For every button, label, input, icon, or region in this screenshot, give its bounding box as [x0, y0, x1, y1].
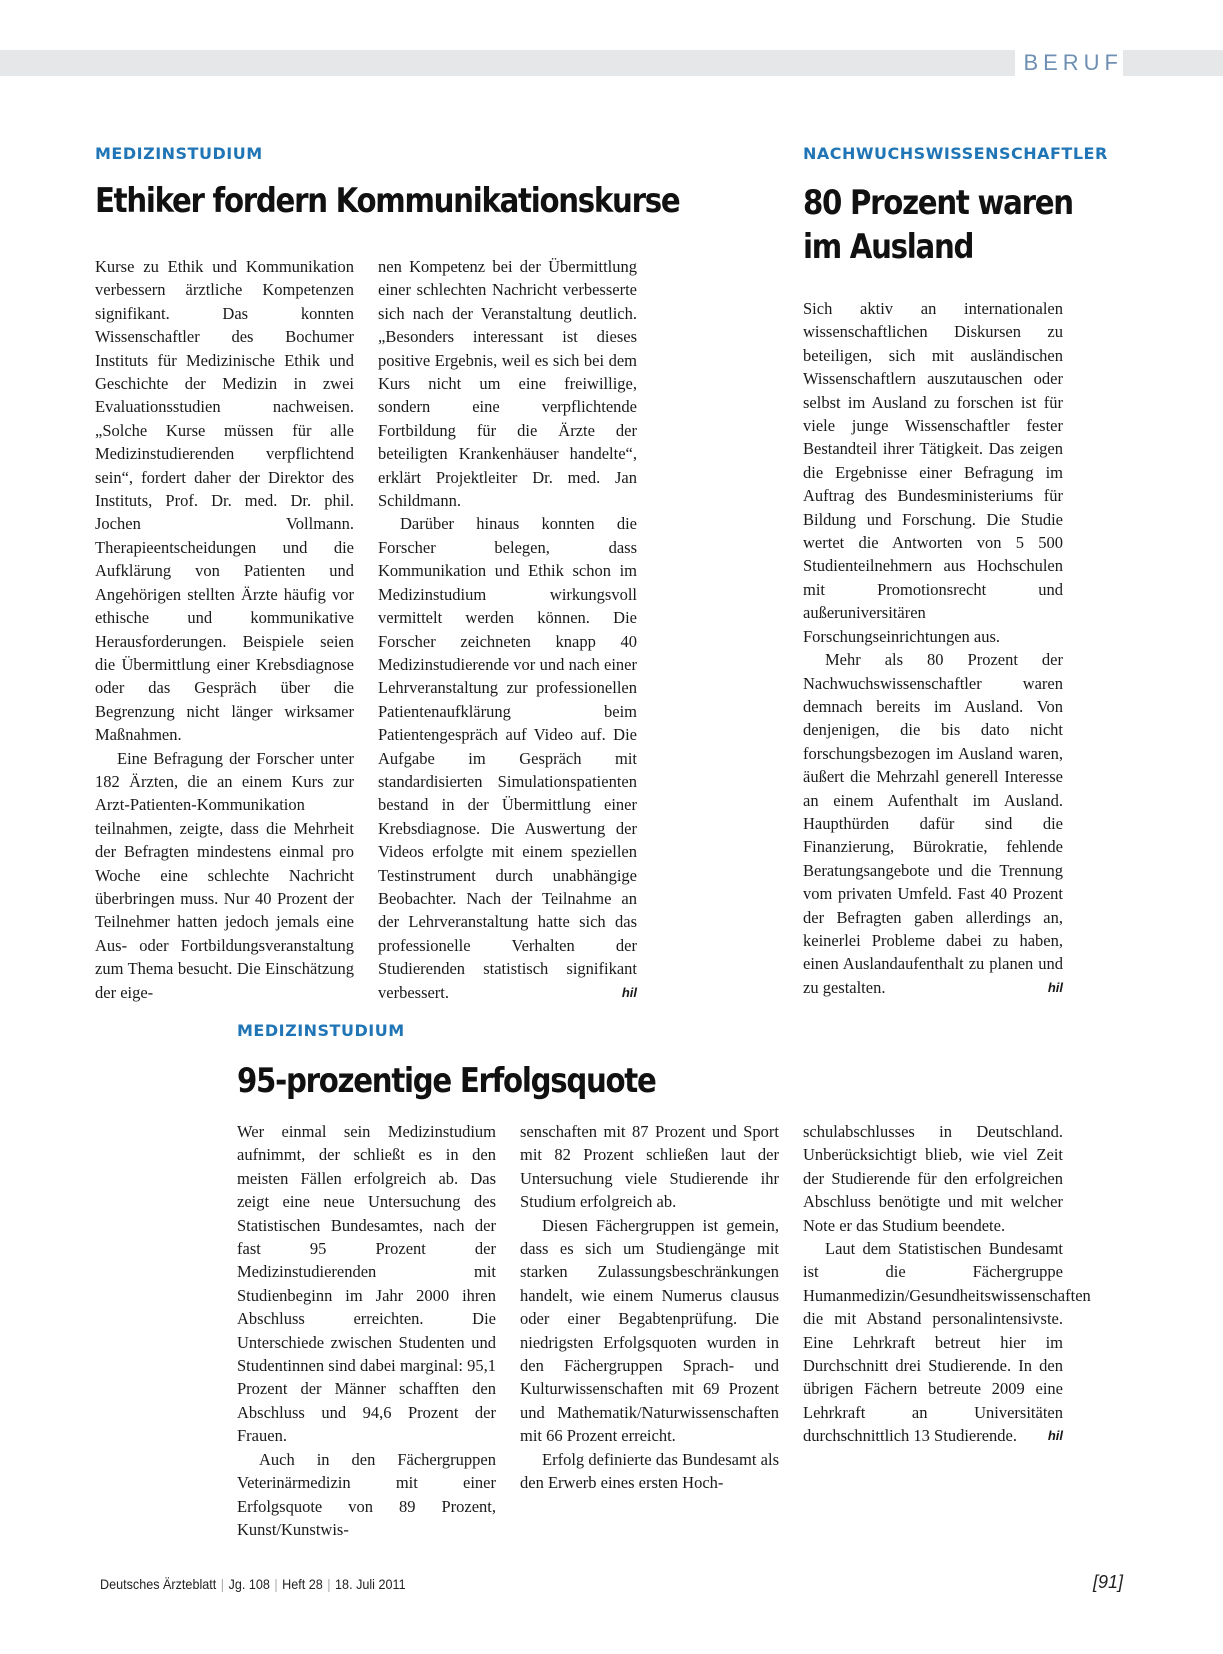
article1-column-2	[378, 255, 637, 1004]
article3-paragraph: Laut dem Statistischen Bundesamt ist die Fächergruppe Humanmedizin/Gesundheitswissenschaften die mit Abstand personalintensivste. Eine Lehrkraft betreut hier im Durchschnitt drei Studierende. In den übrigen Fächern betreute 2009 eine Lehrkraft an Universitäten durchschnittlich 13 Studierende.	[803, 1239, 1091, 1446]
article2-paragraph: Mehr als 80 Prozent der Nachwuchswissenschaftler waren demnach bereits im Ausland. Von denjenigen, die bis dato nicht forschungsbezogen im Ausland waren, äußert die Mehrzahl generell Interesse an einem Aufenthalt im Ausland. Haupthürden dafür sind die Finanzierung, Bürokratie, fehlende Beratungsangebote und die Trennung vom privaten Umfeld. Fast 40 Prozent der Befragten gaben allerdings an, keinerlei Probleme dabei zu haben, einen Auslandaufenthalt zu planen und zu gestalten.	[803, 650, 1063, 997]
article2-paragraph: Sich aktiv an internationalen wissenschaftlichen Diskursen zu beteiligen, sich mit ausländischen Wissenschaftlern auszutauschen oder selbst im Ausland zu forschen ist für viele junge Wissenschaftler fester Bestandteil ihrer Tätigkeit. Das zeigen die Ergebnisse einer Befragung im Auftrag des Bundesministeriums für Bildung und Forschung. Die Studie wertet die Antworten von 5 500 Studienteilnehmern aus Hochschulen mit Promotionsrecht und außeruniversitären Forschungseinrichtungen aus.	[803, 299, 1063, 646]
article1-column-1	[95, 255, 354, 1004]
article3-paragraph: Diesen Fächergruppen ist gemein, dass es sich um Studiengänge mit starken Zulassungsbeschränkungen handelt, wie einem Numerus clausus oder einer Begabtenprüfung. Die niedrigsten Erfolgsquoten wurden in den Fächergruppen Sprach- und Kulturwissenschaften mit 69 Prozent und Mathematik/Naturwissenschaften mit 66 Prozent erreicht.	[520, 1215, 779, 1446]
article3-kicker: MEDIZINSTUDIUM	[237, 1021, 405, 1040]
article3-signature: hil	[1047, 1428, 1063, 1444]
volume-number: Jg. 108	[228, 1576, 270, 1592]
article1-signature: hil	[621, 984, 637, 1000]
section-label: BERUF	[1015, 48, 1123, 78]
page-number: [91]	[1092, 1572, 1123, 1592]
article3-paragraph: Erfolg definierte das Bundesamt als den Erwerb eines ersten Hoch-	[520, 1449, 779, 1493]
article1-paragraph: Kurse zu Ethik und Kommunikation verbessern ärztliche Kompetenzen signifikant. Das konnten Wissenschaftler des Bochumer Instituts für Medizinische Ethik und Geschichte der Medizin in zwei Evaluationsstudien nachweisen. „Solche Kurse müssen für alle Medizinstudierenden verpflichtend sein“, fordert daher der Direktor des Instituts, Prof. Dr. med. Dr. phil. Jochen Vollmann. Therapieentscheidungen und die Aufklärung von Patienten und Angehörigen stellten Ärzte häufig vor ethische und kommunikative Herausforderungen. Beispiele seien die Übermittlung einer Krebsdiagnose oder das Gespräch über die Begrenzung nicht länger wirksamer Maßnahmen.	[95, 257, 354, 745]
article2-headline-line2: im Ausland	[803, 227, 974, 267]
article3-paragraph: Auch in den Fächergruppen Veterinärmedizin mit einer Erfolgsquote von 89 Prozent, Kunst/Kunstwis-	[237, 1449, 496, 1539]
page-footer	[100, 1576, 406, 1592]
publication-name: Deutsches Ärzteblatt	[100, 1576, 217, 1592]
article3-headline: 95-prozentige Erfolgsquote	[237, 1061, 656, 1101]
article1-kicker: MEDIZINSTUDIUM	[95, 144, 263, 163]
article3-column-2	[520, 1120, 779, 1495]
article1-paragraph: Eine Befragung der Forscher unter 182 Ärzten, die an einem Kurs zur Arzt-Patienten-Kommunikation teilnahmen, zeigte, dass die Mehrheit der Befragten mindestens einmal pro Woche eine schlechte Nachricht überbringen muss. Nur 40 Prozent der Teilnehmer hatten jedoch jemals eine Aus- oder Fortbildungsveranstaltung zum Thema besucht. Die Einschätzung der eige-	[95, 748, 354, 1002]
issue-number: Heft 28	[282, 1576, 323, 1592]
article2-kicker: NACHWUCHSWISSENSCHAFTLER	[803, 144, 1108, 163]
article2-column-1	[803, 297, 1063, 999]
footer-separator: |	[220, 1576, 225, 1592]
article1-paragraph: nen Kompetenz bei der Übermittlung einer schlechten Nachricht verbesserte sich nach der Veranstaltung deutlich. „Besonders interessant ist dieses positive Ergebnis, weil es sich bei dem Kurs nicht um eine freiwillige, sondern eine verpflichtende Fortbildung für die Ärzte der beteiligten Krankenhäuser handelte“, erklärt Projektleiter Dr. med. Jan Schildmann.	[378, 257, 637, 511]
article3-column-3	[803, 1120, 1091, 1448]
article3-column-1	[237, 1120, 496, 1541]
issue-date: 18. Juli 2011	[335, 1576, 406, 1592]
article2-headline-line1: 80 Prozent waren	[803, 183, 1073, 223]
article2-signature: hil	[1047, 979, 1063, 995]
article3-paragraph: schulabschlusses in Deutschland. Unberücksichtigt blieb, wie viel Zeit der Studierende für den erfolgreichen Abschluss benötigte und mit welcher Note er das Studium beendete.	[803, 1122, 1063, 1235]
article1-paragraph: Darüber hinaus konnten die Forscher belegen, dass Kommunikation und Ethik schon im Medizinstudium wirkungsvoll vermittelt werden können. Die Forscher zeichneten knapp 40 Medizinstudierende vor und nach einer Lehrveranstaltung zur professionellen Patientenaufklärung beim Patientengespräch auf Video auf. Die Aufgabe im Gespräch mit standardisierten Simulationspatienten bestand in der Übermittlung einer Krebsdiagnose. Die Auswertung der Videos erfolgte mit einem speziellen Testinstrument durch unabhängige Beobachter. Nach der Teilnahme an der Lehrveranstaltung hatte sich das professionelle Verhalten der Studierenden statistisch signifikant verbessert.	[378, 514, 637, 1002]
footer-separator: |	[327, 1576, 331, 1592]
footer-separator: |	[274, 1576, 278, 1592]
article1-headline: Ethiker fordern Kommunikationskurse	[95, 181, 680, 221]
article3-paragraph: Wer einmal sein Medizinstudium aufnimmt, der schließt es in den meisten Fällen erfolgreich ab. Das zeigt eine neue Untersuchung des Statistischen Bundesamtes, nach der fast 95 Prozent der Medizinstudierenden mit Studienbeginn im Jahr 2000 ihren Abschluss erreichten. Die Unterschiede zwischen Studenten und Studentinnen sind dabei marginal: 95,1 Prozent der Männer schafften den Abschluss und 94,6 Prozent der Frauen.	[237, 1122, 496, 1446]
article3-paragraph: senschaften mit 87 Prozent und Sport mit 82 Prozent schließen laut der Untersuchung viele Studierende ihr Studium erfolgreich ab.	[520, 1122, 779, 1212]
